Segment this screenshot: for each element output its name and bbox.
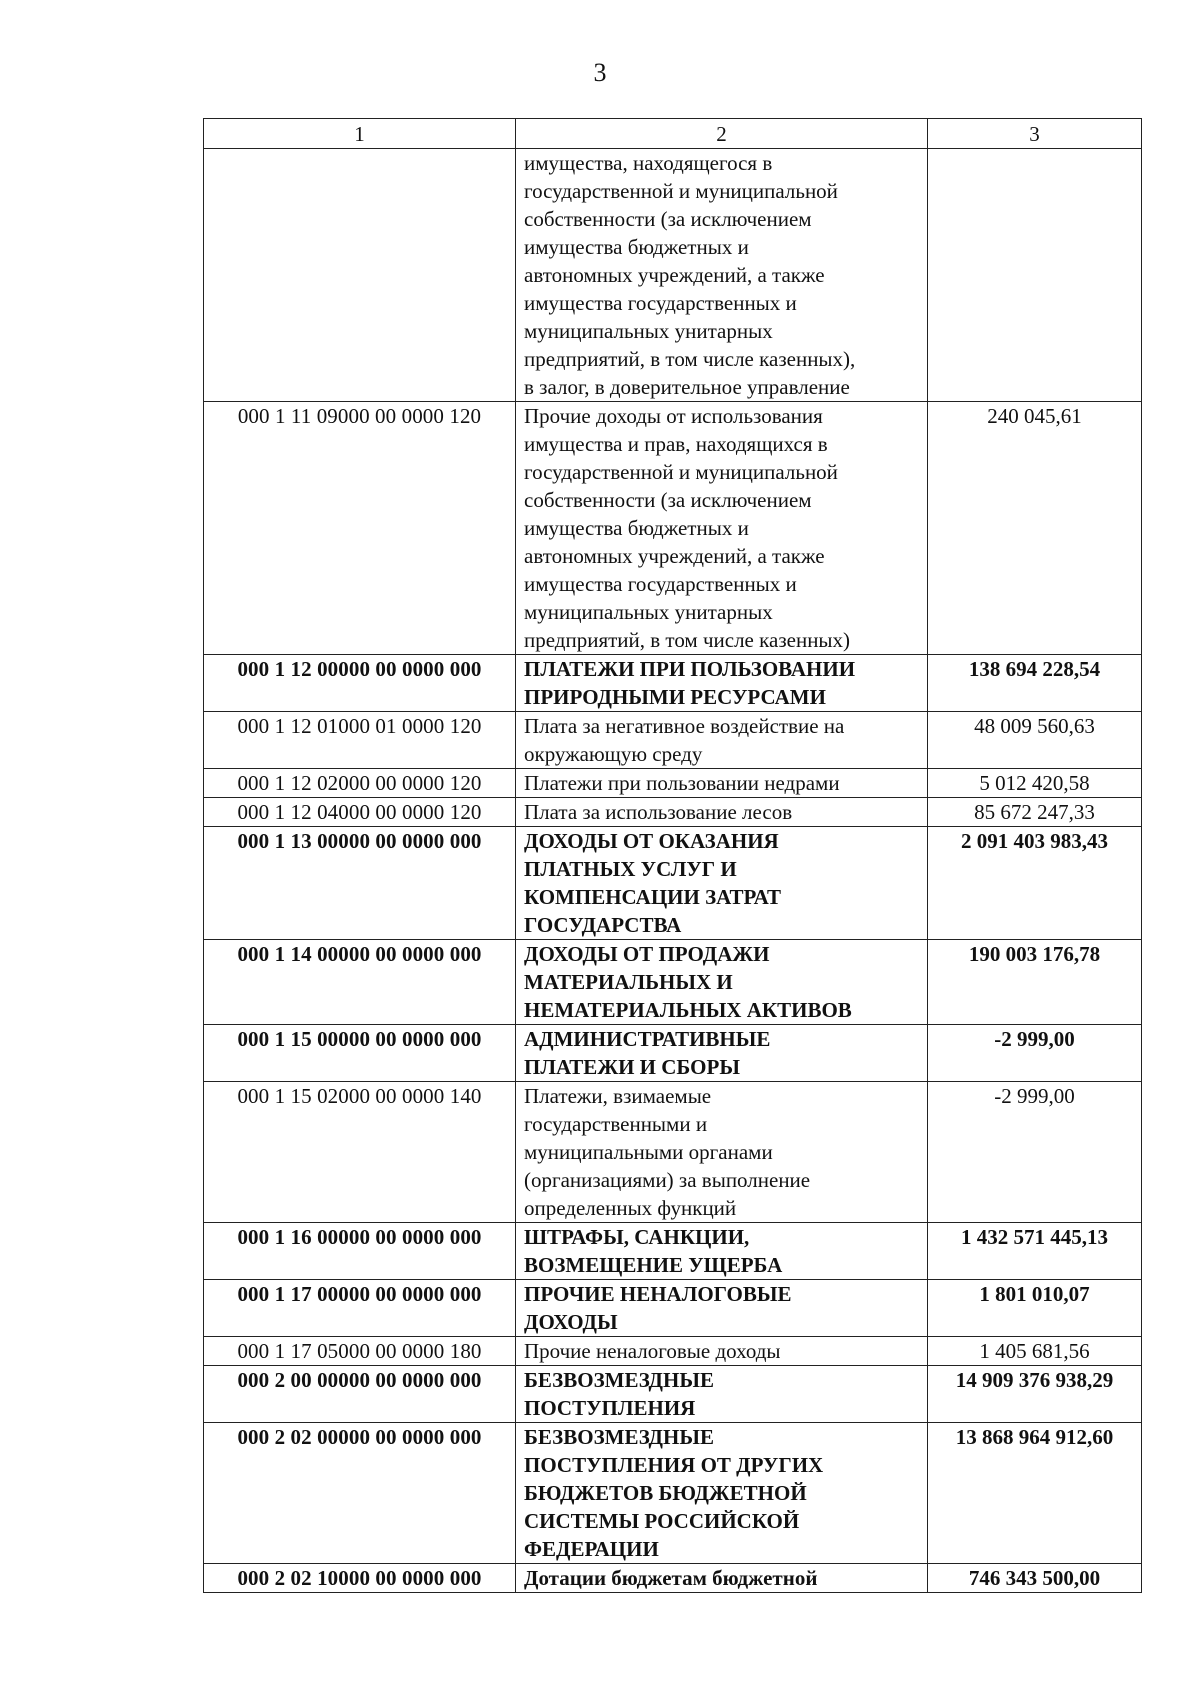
description-line: автономных учреждений, а также [524,263,825,287]
description-line: предприятий, в том числе казенных) [524,628,851,652]
description-line: ПРИРОДНЫМИ РЕСУРСАМИ [524,685,826,709]
table-row [204,655,1142,712]
amount-cell: 1 432 571 445,13 [928,1223,1142,1280]
amount-cell: 85 672 247,33 [928,798,1142,827]
budget-code-cell: 000 2 00 00000 00 0000 000 [204,1366,516,1423]
budget-revenue-table [203,118,1142,1593]
description-line: (организациями) за выполнение [524,1168,811,1192]
description-cell [516,1366,928,1423]
table-row [204,798,1142,827]
description-line: муниципальными органами [524,1140,773,1164]
description-cell [516,1280,928,1337]
description-line: ФЕДЕРАЦИИ [524,1537,659,1561]
description-line: АДМИНИСТРАТИВНЫЕ [524,1027,771,1051]
table-row [204,1223,1142,1280]
description-line: СИСТЕМЫ РОССИЙСКОЙ [524,1509,800,1533]
description-line: государственной и муниципальной [524,179,838,203]
description-line: ПЛАТЕЖИ И СБОРЫ [524,1055,740,1079]
description-line: Дотации бюджетам бюджетной [524,1566,818,1590]
description-line: имущества и прав, находящихся в [524,432,828,456]
description-line: ДОХОДЫ [524,1310,618,1334]
description-cell [516,1564,928,1593]
description-line: ДОХОДЫ ОТ ПРОДАЖИ [524,942,770,966]
budget-code-cell: 000 1 15 00000 00 0000 000 [204,1025,516,1082]
budget-code-cell: 000 1 12 04000 00 0000 120 [204,798,516,827]
description-line: МАТЕРИАЛЬНЫХ И [524,970,733,994]
table-row [204,827,1142,940]
description-cell [516,1082,928,1223]
table-row [204,940,1142,1025]
budget-code-cell: 000 1 14 00000 00 0000 000 [204,940,516,1025]
description-line: Прочие неналоговые доходы [524,1339,781,1363]
description-line: имущества государственных и [524,291,797,315]
table-row [204,1423,1142,1564]
description-cell [516,149,928,402]
description-line: имущества бюджетных и [524,235,749,259]
description-line: КОМПЕНСАЦИИ ЗАТРАТ [524,885,781,909]
table-row [204,1564,1142,1593]
description-line: муниципальных унитарных [524,600,773,624]
description-cell [516,1025,928,1082]
amount-cell: 48 009 560,63 [928,712,1142,769]
description-line: ПЛАТЕЖИ ПРИ ПОЛЬЗОВАНИИ [524,657,856,681]
description-line: Платежи при пользовании недрами [524,771,840,795]
budget-code-cell: 000 1 16 00000 00 0000 000 [204,1223,516,1280]
description-line: БЕЗВОЗМЕЗДНЫЕ [524,1368,714,1392]
description-line: ВОЗМЕЩЕНИЕ УЩЕРБА [524,1253,783,1277]
column-header-description: 2 [516,119,928,149]
column-header-code: 1 [204,119,516,149]
budget-code-cell: 000 1 17 05000 00 0000 180 [204,1337,516,1366]
amount-cell: -2 999,00 [928,1025,1142,1082]
description-cell [516,712,928,769]
description-line: муниципальных унитарных [524,319,773,343]
budget-code-cell: 000 2 02 10000 00 0000 000 [204,1564,516,1593]
description-cell [516,798,928,827]
description-line: окружающую среду [524,742,703,766]
page-number: 3 [593,58,607,87]
table-row [204,1025,1142,1082]
amount-cell: -2 999,00 [928,1082,1142,1223]
amount-cell: 746 343 500,00 [928,1564,1142,1593]
description-line: государственными и [524,1112,708,1136]
description-line: имущества, находящегося в [524,151,773,175]
amount-cell: 2 091 403 983,43 [928,827,1142,940]
table-row [204,402,1142,655]
budget-code-cell [204,149,516,402]
description-line: ПОСТУПЛЕНИЯ ОТ ДРУГИХ [524,1453,824,1477]
description-cell [516,402,928,655]
description-line: Плата за использование лесов [524,800,793,824]
description-line: Прочие доходы от использования [524,404,823,428]
description-line: ДОХОДЫ ОТ ОКАЗАНИЯ [524,829,779,853]
table-row [204,1082,1142,1223]
description-line: ПОСТУПЛЕНИЯ [524,1396,696,1420]
amount-cell [928,149,1142,402]
amount-cell: 1 405 681,56 [928,1337,1142,1366]
description-line: собственности (за исключением [524,488,812,512]
description-line: автономных учреждений, а также [524,544,825,568]
table-row [204,1337,1142,1366]
description-line: Плата за негативное воздействие на [524,714,845,738]
description-cell [516,940,928,1025]
budget-code-cell: 000 2 02 00000 00 0000 000 [204,1423,516,1564]
table-row [204,1366,1142,1423]
budget-code-cell: 000 1 13 00000 00 0000 000 [204,827,516,940]
description-cell [516,1423,928,1564]
description-line: имущества бюджетных и [524,516,749,540]
table-header-row [204,119,1142,149]
table-row [204,149,1142,402]
table-body [204,149,1142,1593]
description-cell [516,1223,928,1280]
description-line: ПЛАТНЫХ УСЛУГ И [524,857,737,881]
description-cell [516,655,928,712]
description-line: ГОСУДАРСТВА [524,913,682,937]
description-line: БЮДЖЕТОВ БЮДЖЕТНОЙ [524,1481,807,1505]
description-line: ШТРАФЫ, САНКЦИИ, [524,1225,750,1249]
amount-cell: 5 012 420,58 [928,769,1142,798]
description-line: НЕМАТЕРИАЛЬНЫХ АКТИВОВ [524,998,852,1022]
budget-code-cell: 000 1 15 02000 00 0000 140 [204,1082,516,1223]
budget-code-cell: 000 1 11 09000 00 0000 120 [204,402,516,655]
description-line: имущества государственных и [524,572,797,596]
budget-code-cell: 000 1 17 00000 00 0000 000 [204,1280,516,1337]
table-row [204,1280,1142,1337]
amount-cell: 1 801 010,07 [928,1280,1142,1337]
column-header-amount: 3 [928,119,1142,149]
amount-cell: 13 868 964 912,60 [928,1423,1142,1564]
table-row [204,769,1142,798]
table-row [204,712,1142,769]
description-line: определенных функций [524,1196,737,1220]
budget-code-cell: 000 1 12 02000 00 0000 120 [204,769,516,798]
description-line: государственной и муниципальной [524,460,838,484]
description-line: в залог, в доверительное управление [524,375,850,399]
amount-cell: 240 045,61 [928,402,1142,655]
amount-cell: 14 909 376 938,29 [928,1366,1142,1423]
budget-code-cell: 000 1 12 00000 00 0000 000 [204,655,516,712]
description-line: БЕЗВОЗМЕЗДНЫЕ [524,1425,714,1449]
description-cell [516,769,928,798]
budget-code-cell: 000 1 12 01000 01 0000 120 [204,712,516,769]
description-line: ПРОЧИЕ НЕНАЛОГОВЫЕ [524,1282,792,1306]
amount-cell: 138 694 228,54 [928,655,1142,712]
description-cell [516,827,928,940]
description-line: предприятий, в том числе казенных), [524,347,856,371]
description-line: собственности (за исключением [524,207,812,231]
description-line: Платежи, взимаемые [524,1084,712,1108]
description-cell [516,1337,928,1366]
amount-cell: 190 003 176,78 [928,940,1142,1025]
